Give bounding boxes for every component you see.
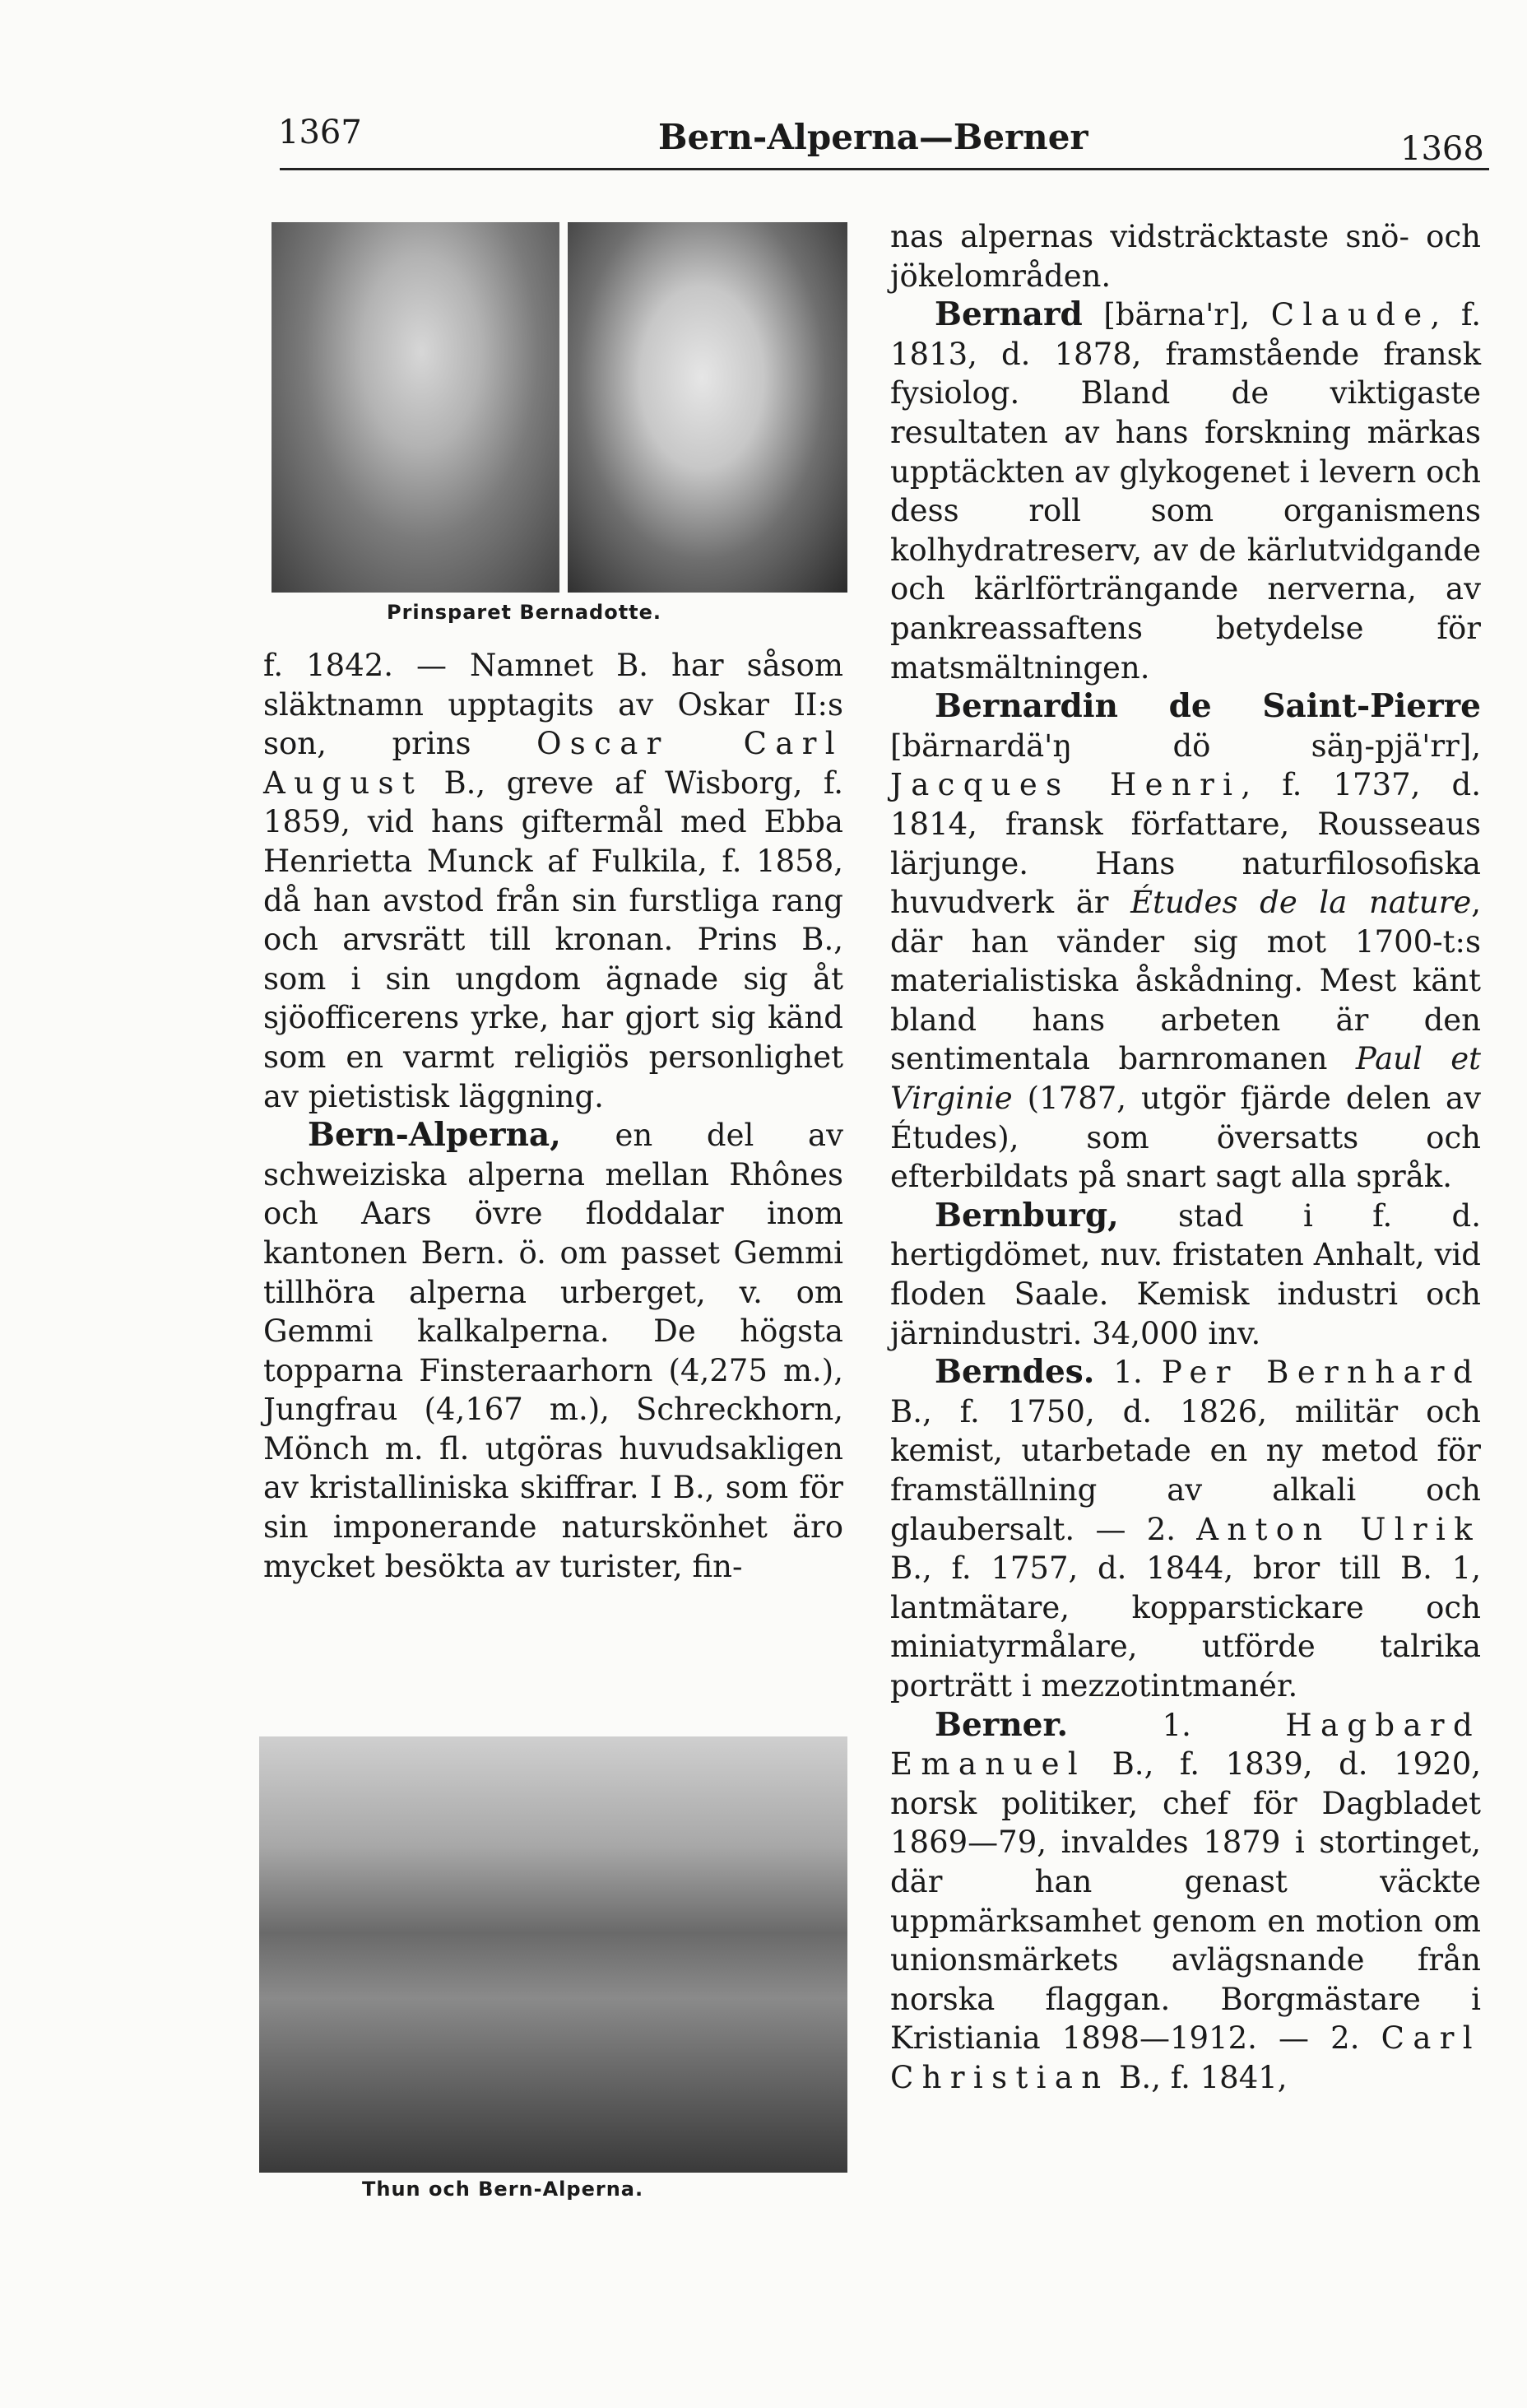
entry-berner: Berner. 1. Hagbard Emanuel B., f. 1839, d. 1920, norsk politiker, chef för Dagbladet 1869—79, invaldes 1879 i stortinget, där han genast väckte uppmärksamhet genom en motion om unionsmärkets avlägsnande från norska flaggan. Borgmästare i Kristiania 1898—1912. — 2. Carl Christian B., f. 1841, (890, 1705, 1481, 2095)
page-number-right: 1368 (1400, 130, 1484, 168)
bernadotte-continuation: f. 1842. — Namnet B. har såsom släktnamn upptagits av Oskar II:s son, prins Oscar Carl August B., greve af Wisborg, f. 1859, vid hans giftermål med Ebba Henrietta Munck af Fulkila, f. 1858, då han avstod från sin furstliga rang och arvsrätt till kronan. Prins B., som i sin ungdom ägnade sig åt sjöofficerens yrke, har gjort sig känd som en varmt religiös personlighet av pietistisk läggning. (263, 648, 843, 1114)
running-head: Bern-Alperna—Berner (658, 117, 1088, 157)
page-number-left: 1367 (278, 114, 362, 151)
entry-bernardin-de-saint-pierre: Bernardin de Saint-Pierre [bärnardä'ŋ dö säŋ-pjä'rr], Jacques Henri, f. 1737, d. 1814, fransk författare, Rousseaus lärjunge. Hans naturfilosofiska huvudverk är Études de la nature, där han vänder sig mot 1700-t:s materialistiska åskådning. Mest känt bland hans arbeten är den sentimentala barnromanen Paul et Virginie (1787, utgör fjärde delen av Études), som översatts och efterbildats på snart sagt alla språk. (890, 687, 1481, 1195)
right-column (890, 217, 1481, 2098)
entry-bernard: Bernard [bärna'r], Claude, f. 1813, d. 1878, framstående fransk fysiolog. Bland de viktigaste resultaten av hans forskning märkas upptäckten av glykogenet i levern och dess roll som organismens kolhydratreserv, av de kärlutvidgande och kärlförträngande nerverna, av pankreassaftens betydelse för matsmältningen. (890, 295, 1481, 686)
portrait-ebba-bernadotte (568, 222, 847, 593)
portrait-caption: Prinsparet Bernadotte. (387, 601, 662, 624)
entry-bernburg: Bernburg, stad i f. d. hertigdömet, nuv. fristaten Anhalt, vid floden Saale. Kemisk industri och järnindustri. 34,000 inv. (890, 1196, 1481, 1351)
entry-berndes: Berndes. 1. Per Bernhard B., f. 1750, d. 1826, militär och kemist, utarbetade en ny metod för framställning av alkali och glaubersalt. — 2. Anton Ulrik B., f. 1757, d. 1844, bror till B. 1, lantmätare, kopparstickare och miniatyrmålare, utförde talrika porträtt i mezzotintmanér. (890, 1353, 1482, 1704)
bern-alperna-continuation: nas alpernas vidsträcktaste snö- och jökelområden. (890, 219, 1481, 294)
entry-bern-alperna: Bern-Alperna, en del av schweiziska alperna mellan Rhônes och Aars övre floddalar inom kantonen Bern. ö. om passet Gemmi tillhöra alperna urberget, v. om Gemmi kalkalperna. De högsta topparna Finsteraarhorn (4,275 m.), Jungfrau (4,167 m.), Schreckhorn, Mönch m. fl. utgöras huvudsakligen av kristalliniska skiffrar. I B., som för sin imponerande naturskönhet äro mycket besökta av turister, fin- (263, 1116, 843, 1584)
portrait-prince-oscar-bernadotte (272, 222, 559, 593)
left-column (263, 646, 843, 1586)
photo-thun-bern-alperna (259, 1736, 847, 2173)
landscape-caption: Thun och Bern-Alperna. (362, 2178, 644, 2201)
header-rule (280, 168, 1489, 170)
